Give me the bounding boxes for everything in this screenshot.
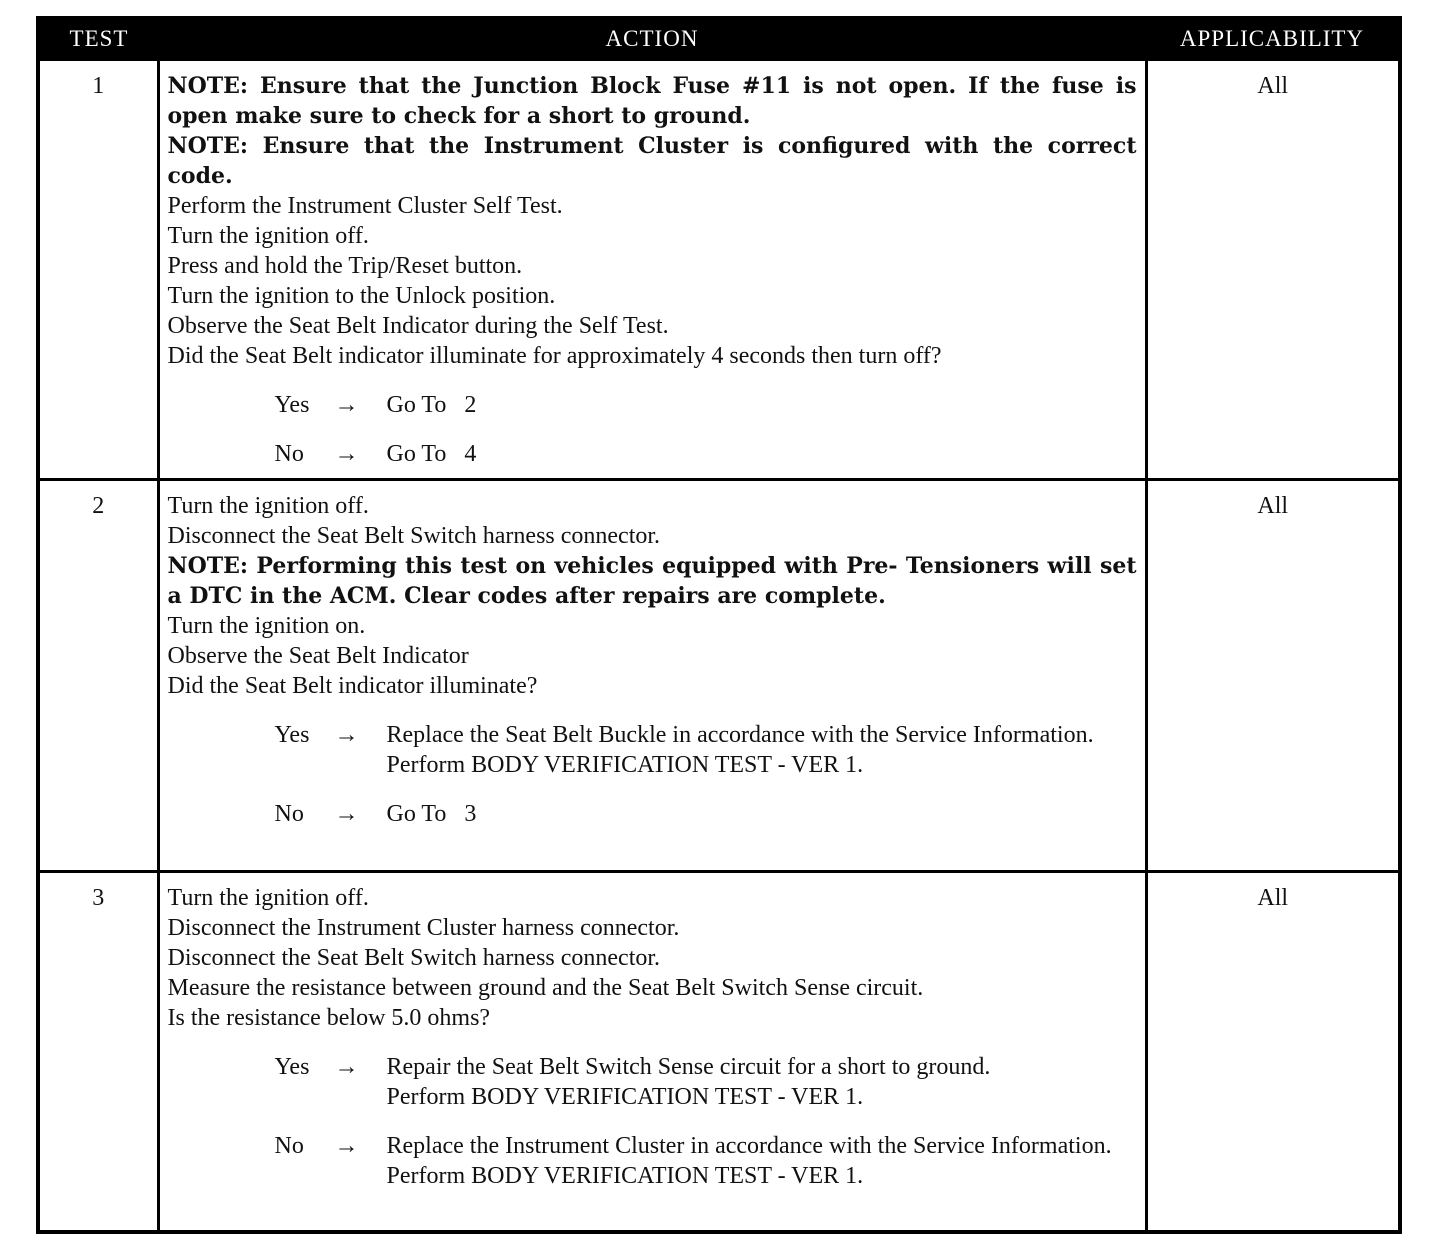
question-text: Did the Seat Belt indicator illuminate? <box>167 673 538 699</box>
result-yes <box>168 1052 1137 1112</box>
step-text: Press and hold the Trip/Reset button. <box>167 253 523 279</box>
test-number: 3 <box>40 872 158 1231</box>
diagnostic-table-frame <box>36 16 1402 1234</box>
applicability-value: All <box>1146 872 1398 1231</box>
step-text: Observe the Seat Belt Indicator <box>167 643 469 669</box>
result-line: Perform BODY VERIFICATION TEST - VER 1. <box>386 1163 864 1189</box>
header-applicability: APPLICABILITY <box>1146 20 1398 60</box>
result-text <box>387 439 1137 469</box>
step-text: Turn the ignition to the Unlock position. <box>167 283 556 309</box>
step-text: Disconnect the Seat Belt Switch harness connector. <box>167 523 661 549</box>
right-arrow-icon: → <box>334 801 359 827</box>
header-test: TEST <box>40 20 158 60</box>
step-text: Disconnect the Seat Belt Switch harness connector. <box>167 945 661 971</box>
diagnostic-test-table <box>40 20 1398 1230</box>
action-cell <box>158 480 1146 872</box>
right-arrow-icon: → <box>334 441 359 467</box>
action-cell <box>158 60 1146 480</box>
step-text: Turn the ignition off. <box>167 223 369 249</box>
answer-label: Yes <box>274 722 310 748</box>
note-text: NOTE: Ensure that the Junction Block Fuse #11 is not open. If the fuse is open make sure to check for a short to ground. <box>167 73 1137 129</box>
step-text: Perform the Instrument Cluster Self Test. <box>167 193 563 219</box>
result-text <box>387 720 1137 780</box>
applicability-value: All <box>1146 480 1398 872</box>
action-cell <box>158 872 1146 1231</box>
goto-text: Go To 3 <box>386 801 477 827</box>
question-text: Did the Seat Belt indicator illuminate for approximately 4 seconds then turn off? <box>167 343 942 369</box>
goto-text: Go To 2 <box>386 392 477 418</box>
step-text: Turn the ignition on. <box>167 613 366 639</box>
result-line: Repair the Seat Belt Switch Sense circuit for a short to ground. <box>386 1054 991 1080</box>
table-row <box>40 60 1398 480</box>
note-text: NOTE: Ensure that the Instrument Cluster is configured with the correct code. <box>167 133 1137 189</box>
header-action: ACTION <box>158 20 1146 60</box>
table-row <box>40 480 1398 872</box>
result-line: Replace the Seat Belt Buckle in accordance with the Service Information. <box>386 722 1094 748</box>
answer-label: Yes <box>274 392 310 418</box>
result-yes <box>168 720 1137 780</box>
result-no <box>168 1131 1137 1191</box>
table-row <box>40 872 1398 1231</box>
result-text <box>387 799 1137 829</box>
result-yes <box>168 390 1137 420</box>
note-text: NOTE: Performing this test on vehicles equipped with Pre- Tensioners will set a DTC in the ACM. Clear codes after repairs are complete. <box>167 553 1137 609</box>
result-text <box>387 1052 1137 1112</box>
step-text: Turn the ignition off. <box>167 885 369 911</box>
result-no <box>168 799 1137 829</box>
result-text <box>387 1131 1137 1191</box>
goto-text: Go To 4 <box>386 441 477 467</box>
table-header-row <box>40 20 1398 60</box>
step-text: Turn the ignition off. <box>167 493 369 519</box>
applicability-value: All <box>1146 60 1398 480</box>
test-number: 1 <box>40 60 158 480</box>
right-arrow-icon: → <box>334 392 359 418</box>
answer-label: Yes <box>274 1054 310 1080</box>
result-line: Replace the Instrument Cluster in accordance with the Service Information. <box>386 1133 1112 1159</box>
answer-label: No <box>274 801 304 827</box>
test-number: 2 <box>40 480 158 872</box>
result-no <box>168 439 1137 469</box>
result-line: Perform BODY VERIFICATION TEST - VER 1. <box>386 1084 864 1110</box>
step-text: Observe the Seat Belt Indicator during the Self Test. <box>167 313 669 339</box>
result-text <box>387 390 1137 420</box>
right-arrow-icon: → <box>334 1054 359 1080</box>
right-arrow-icon: → <box>334 722 359 748</box>
answer-label: No <box>274 441 304 467</box>
step-text: Measure the resistance between ground and the Seat Belt Switch Sense circuit. <box>167 975 924 1001</box>
answer-label: No <box>274 1133 304 1159</box>
question-text: Is the resistance below 5.0 ohms? <box>167 1005 491 1031</box>
result-line: Perform BODY VERIFICATION TEST - VER 1. <box>386 752 864 778</box>
step-text: Disconnect the Instrument Cluster harness connector. <box>167 915 680 941</box>
right-arrow-icon: → <box>334 1133 359 1159</box>
